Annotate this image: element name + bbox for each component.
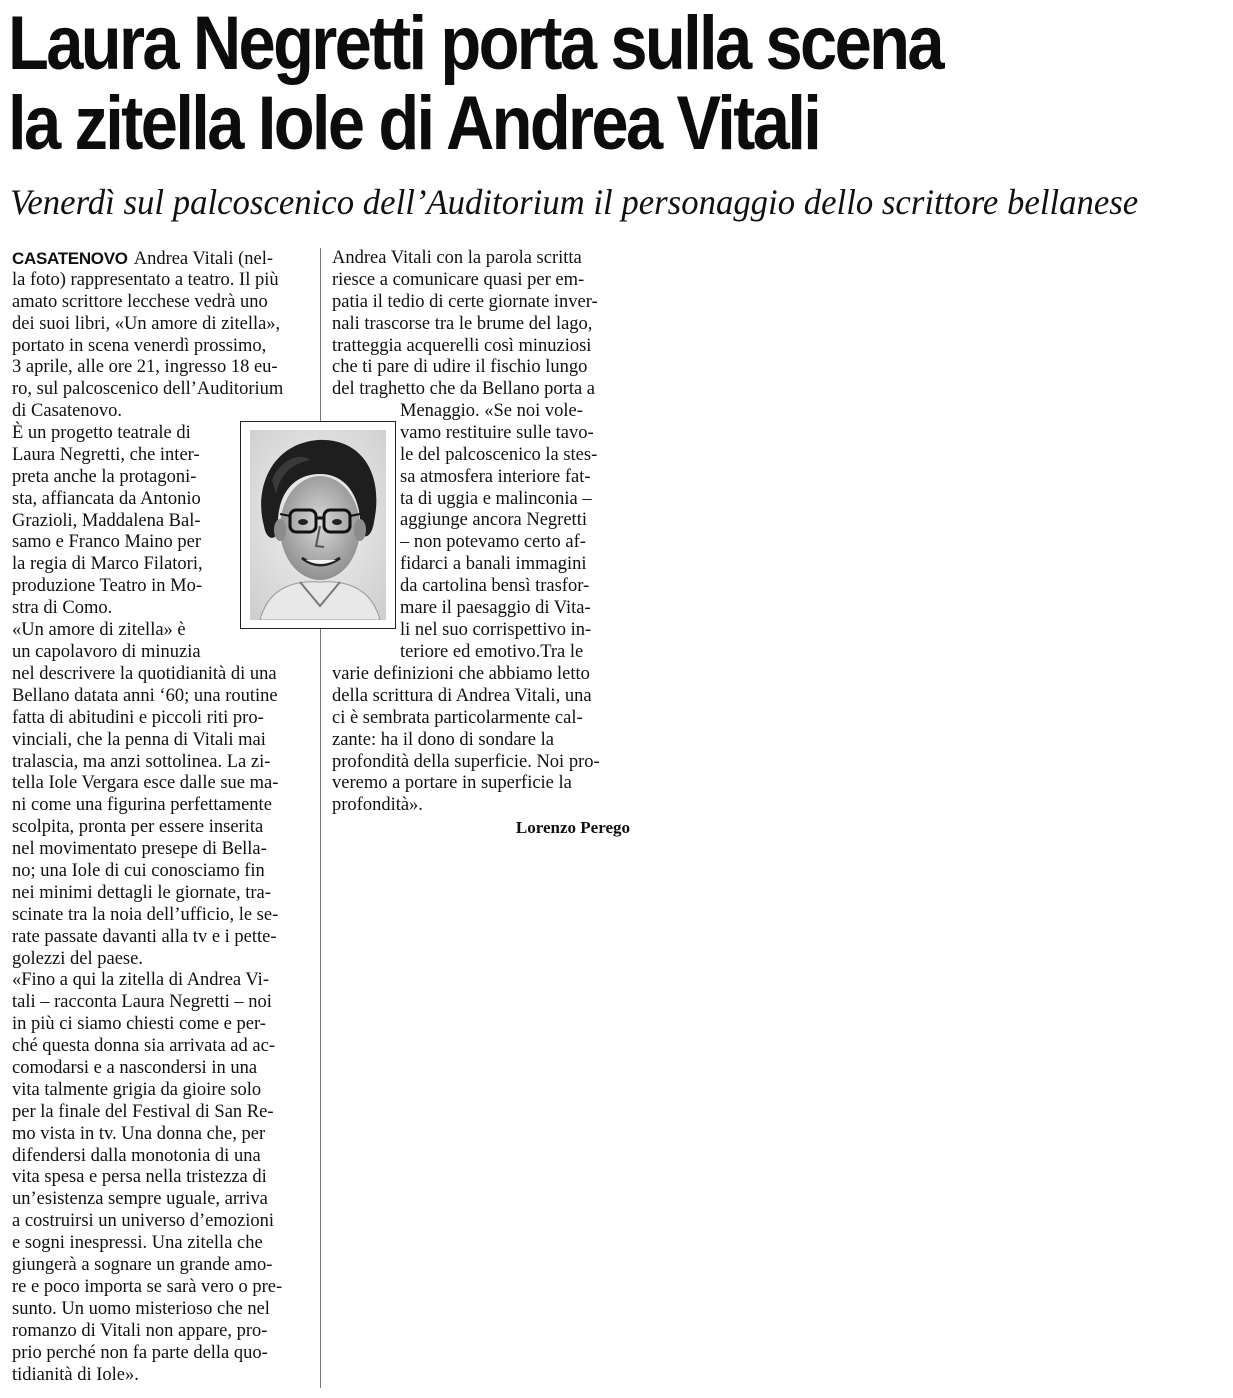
- article-line: giungerà a sognare un grande amo-: [12, 1255, 273, 1276]
- article-line: nel movimentato presepe di Bella-: [12, 839, 267, 860]
- article-line: vita spesa e persa nella tristezza di: [12, 1167, 267, 1188]
- article-line: nei minimi dettagli le giornate, tra-: [12, 882, 271, 903]
- article-line: Bellano datata anni ‘60; una routine: [12, 685, 278, 706]
- article-line: li nel suo corrispettivo in-: [400, 619, 592, 640]
- article-line: portato in scena venerdì prossimo,: [12, 335, 267, 356]
- article-line: per la finale del Festival di San Re-: [12, 1101, 274, 1122]
- article-line: Laura Negretti, che inter-: [12, 444, 200, 465]
- article-column-1-rest: [12, 664, 312, 1386]
- article-line: 3 aprile, alle ore 21, ingresso 18 eu-: [12, 357, 278, 378]
- article-line: Menaggio. «Se noi vole-: [400, 401, 583, 421]
- article-line: tidianità di Iole».: [12, 1364, 139, 1385]
- article-line: un capolavoro di minuzia: [12, 641, 201, 662]
- author-portrait-image: [250, 430, 386, 620]
- article-line: mare il paesaggio di Vita-: [400, 598, 591, 619]
- article-line: amato scrittore lecchese vedrà uno: [12, 291, 268, 312]
- article-column-2-wrap: [400, 401, 632, 664]
- article-line: ro, sul palcoscenico dell’Auditorium: [12, 379, 284, 400]
- article-line: samo e Franco Maino per: [12, 532, 202, 553]
- article-line: scinate tra la noia dell’ufficio, le se-: [12, 904, 279, 925]
- article-line: che ti pare di udire il fischio lungo: [332, 357, 588, 378]
- article-column-1-intro: [12, 248, 312, 423]
- article-line: riesce a comunicare quasi per em-: [332, 269, 585, 290]
- article-line: golezzi del paese.: [12, 948, 143, 969]
- article-line: zante: ha il dono di sondare la: [332, 729, 554, 750]
- article-line: scolpita, pronta per essere inserita: [12, 817, 264, 838]
- article-line: varie definizioni che abbiamo letto: [332, 664, 590, 684]
- article-line: fidarci a banali immagini: [400, 554, 587, 575]
- article-line: ci è sembrata particolarmente cal-: [332, 707, 583, 728]
- article-line: sa atmosfera interiore fat-: [400, 466, 591, 487]
- article-line: la regia di Marco Filatori,: [12, 554, 203, 575]
- article-line: produzione Teatro in Mo-: [12, 576, 202, 597]
- article-line: no; una Iole di cui conosciamo fin: [12, 861, 265, 882]
- author-photo: [240, 421, 396, 629]
- article-line: stra di Como.: [12, 598, 113, 619]
- article-line: profondità».: [332, 795, 423, 816]
- article-line: Grazioli, Maddalena Bal-: [12, 510, 201, 531]
- column-divider: [320, 248, 321, 1388]
- article-line: nali trascorse tra le brume del lago,: [332, 313, 593, 334]
- article-line: aggiunge ancora Negretti: [400, 510, 587, 531]
- article-line: veremo a portare in superficie la: [332, 773, 572, 794]
- article-line: sta, affiancata da Antonio: [12, 488, 201, 509]
- dateline: CASATENOVO: [12, 249, 128, 268]
- article-line: profondità della superficie. Noi pro-: [332, 751, 600, 772]
- article-line: della scrittura di Andrea Vitali, una: [332, 685, 592, 706]
- article-line: e sogni inespressi. Una zitella che: [12, 1233, 263, 1254]
- article-line: dei suoi libri, «Un amore di zitella»,: [12, 313, 281, 334]
- article-line: di Casatenovo.: [12, 401, 122, 422]
- article-line: tella Iole Vergara esce dalle sue ma-: [12, 773, 279, 794]
- article-line: la foto) rappresentato a teatro. Il più: [12, 269, 279, 290]
- article-line: patia il tedio di certe giornate inver-: [332, 291, 598, 312]
- article-line: sunto. Un uomo misterioso che nel: [12, 1298, 270, 1319]
- article-line: re e poco importa se sarà vero o pre-: [12, 1276, 283, 1297]
- article-line: È un progetto teatrale di: [12, 423, 191, 443]
- article-line: romanzo di Vitali non appare, pro-: [12, 1320, 268, 1341]
- article-line: teriore ed emotivo.Tra le: [400, 641, 584, 662]
- headline-line-1: Laura Negretti porta sulla scena: [8, 1, 942, 86]
- article-line: «Un amore di zitella» è: [12, 620, 186, 641]
- article-line: – non potevamo certo af-: [400, 532, 586, 553]
- article-line-text: Andrea Vitali (nel-: [133, 249, 274, 269]
- article-line: fatta di abitudini e piccoli riti pro-: [12, 707, 264, 728]
- article-line: mo vista in tv. Una donna che, per: [12, 1123, 266, 1144]
- article-line: del traghetto che da Bellano porta a: [332, 379, 596, 400]
- article-line: Andrea Vitali con la parola scritta: [332, 248, 582, 268]
- article-line: ni come una figurina perfettamente: [12, 795, 272, 816]
- article-line: ché questa donna sia arrivata ad ac-: [12, 1036, 275, 1057]
- article-line: rate passate davanti alla tv e i pette-: [12, 926, 277, 947]
- article-line: le del palcoscenico la stes-: [400, 444, 598, 465]
- article-line: comodarsi e a nascondersi in una: [12, 1058, 258, 1079]
- article-line: vinciali, che la penna di Vitali mai: [12, 729, 266, 750]
- article-line: «Fino a qui la zitella di Andrea Vi-: [12, 970, 269, 991]
- article-line: vita talmente grigia da gioire solo: [12, 1079, 262, 1100]
- article-column-2-rest: [332, 664, 632, 817]
- byline: Lorenzo Perego: [515, 818, 630, 837]
- article-line: in più ci siamo chiesti come e per-: [12, 1014, 266, 1035]
- headline: [8, 1, 1082, 166]
- headline-line-2: la zitella Iole di Andrea Vitali: [8, 81, 820, 166]
- article-line: tralascia, ma anzi sottolinea. La zi-: [12, 751, 271, 772]
- article-line: tratteggia acquerelli così minuziosi: [332, 335, 592, 356]
- subheadline: Venerdì sul palcoscenico dell’Auditorium il personaggio dello scrittore bellanese: [10, 182, 1139, 222]
- article-line: nel descrivere la quotidianità di una: [12, 664, 277, 684]
- article-line: tali – racconta Laura Negretti – noi: [12, 992, 272, 1013]
- article-line: [12, 248, 312, 270]
- article-line: da cartolina bensì trasfor-: [400, 576, 590, 597]
- article-column-2-top: [332, 248, 632, 401]
- article-line: ta di uggia e malinconia –: [400, 488, 592, 509]
- article-line: un’esistenza sempre uguale, arriva: [12, 1189, 268, 1210]
- article-line: prio perché non fa parte della quo-: [12, 1342, 268, 1363]
- article-line: preta anche la protagoni-: [12, 466, 197, 487]
- article-line: vamo restituire sulle tavo-: [400, 422, 594, 443]
- article-line: a costruirsi un universo d’emozioni: [12, 1211, 275, 1232]
- article-line: difendersi dalla monotonia di una: [12, 1145, 261, 1166]
